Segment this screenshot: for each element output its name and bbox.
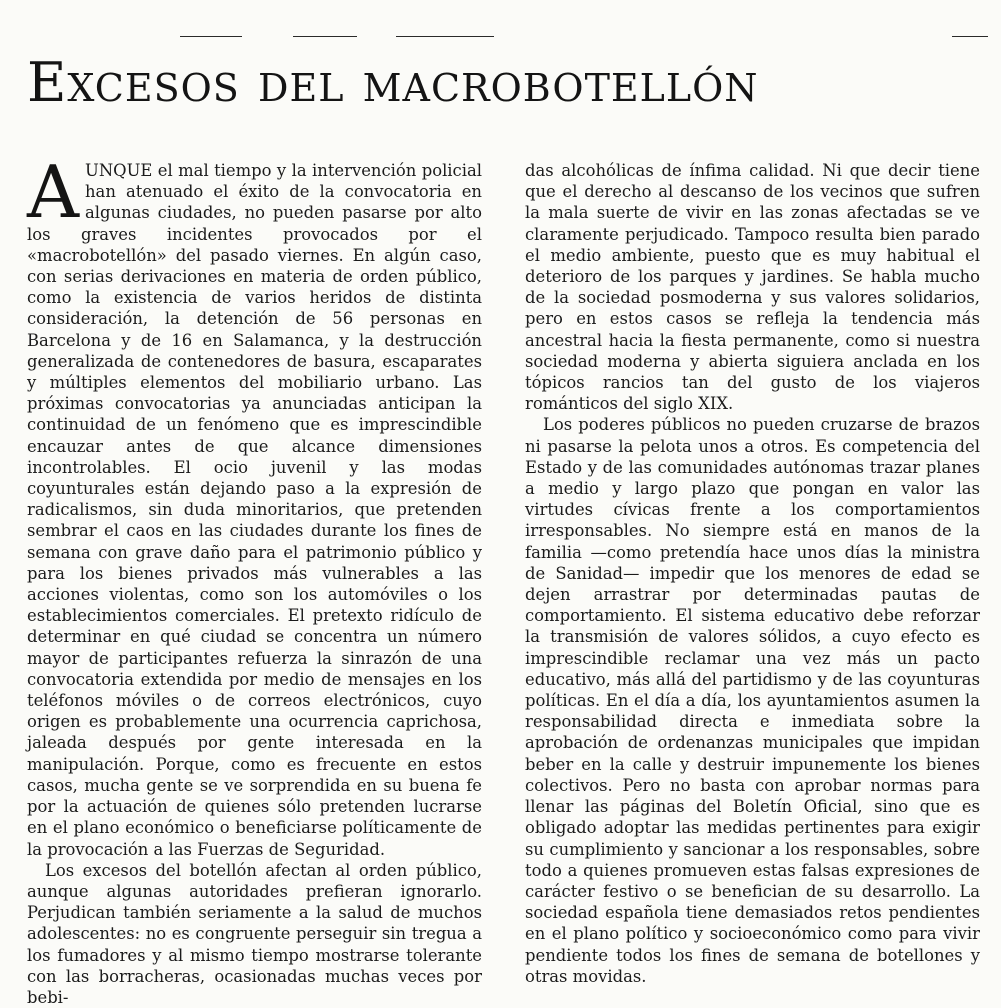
lead-word: UNQUE: [85, 161, 153, 180]
article-headline: Excesos del macrobotellón: [27, 51, 759, 114]
article-column-left: [27, 150, 482, 1008]
article-paragraph: [27, 150, 482, 860]
article-column-right: [525, 160, 980, 987]
article-paragraph: Los excesos del botellón afectan al orden público, aunque algunas autoridades prefieran ignorarlo. Perjudican también seriamente a la salud de muchos adolescentes: no es congruente perseguir sin tregua a los fumadores y al mismo tiempo mostrarse tolerante con las borracheras, ocasionadas muchas veces por bebi-: [27, 860, 482, 1007]
top-rule: [952, 36, 988, 37]
drop-cap: A: [27, 150, 79, 234]
top-rule: [180, 36, 242, 37]
top-rule: [396, 36, 494, 37]
paragraph-text: el mal tiempo y la intervención policial han atenuado el éxito de la convocatoria en algunas ciudades, no pueden pasarse por alto los graves incidentes provocados por el «macrobotellón» del pasado viernes. En algún caso, con serias derivaciones en materia de orden público, como la existencia de varios heridos de distinta consideración, la detención de 56 personas en Barcelona y de 16 en Salamanca, y la destrucción generalizada de contenedores de basura, escaparates y múltiples elementos del mobiliario urbano. Las próximas convocatorias ya anunciadas anticipan la continuidad de un fenómeno que es imprescindible encauzar antes de que alcance dimensiones incontrolables. El ocio juvenil y las modas coyunturales están dejando paso a la expresión de radicalismos, sin duda minoritarios, que pretenden sembrar el caos en las ciudades durante los fines de semana con grave daño para el patrimonio público y para los bienes privados más vulnerables a las acciones violentas, como son los automóviles o los establecimientos comerciales. El pretexto ridículo de determinar en qué ciudad se concentra un número mayor de participantes refuerza la sinrazón de una convocatoria extendida por medio de mensajes en los teléfonos móviles o de correos electrónicos, cuyo origen es probablemente una ocurrencia caprichosa, jaleada después por gente interesada en la manipulación. Porque, como es frecuente en estos casos, mucha gente se ve sorprendida en su buena fe por la actuación de quienes sólo pretenden lucrarse en el plano económico o beneficiarse políticamente de la provocación a las Fuerzas de Seguridad.: [27, 161, 482, 859]
article-paragraph: Los poderes públicos no pueden cruzarse de brazos ni pasarse la pelota unos a otros. Es competencia del Estado y de las comunidades autónomas trazar planes a medio y largo plazo que pongan en valor las virtudes cívicas frente a los comportamientos irresponsables. No siempre está en manos de la familia —como pretendía hace unos días la ministra de Sanidad— impedir que los menores de edad se dejen arrastrar por determinadas pautas de comportamiento. El sistema educativo debe reforzar la transmisión de valores sólidos, a cuyo efecto es imprescindible reclamar una vez más un pacto educativo, más allá del partidismo y de las coyunturas políticas. En el día a día, los ayuntamientos asumen la responsabilidad directa e inmediata sobre la aprobación de ordenanzas municipales que impidan beber en la calle y destruir impunemente los bienes colectivos. Pero no basta con aprobar normas para llenar las páginas del Boletín Oficial, sino que es obligado adoptar las medidas pertinentes para exigir su cumplimiento y sancionar a los responsables, sobre todo a quienes promueven estas falsas expresiones de carácter festivo o se benefician de su desarrollo. La sociedad española tiene demasiados retos pendientes en el plano político y socioeconómico como para vivir pendiente todos los fines de semana de botellones y otras movidas.: [525, 415, 980, 986]
top-rule: [293, 36, 357, 37]
article-paragraph: das alcohólicas de ínfima calidad. Ni que decir tiene que el derecho al descanso de los vecinos que sufren la mala suerte de vivir en las zonas afectadas se ve claramente perjudicado. Tampoco resulta bien parado el medio ambiente, puesto que es muy habitual el deterioro de los parques y jardines. Se habla mucho de la sociedad posmoderna y sus valores solidarios, pero en estos casos se refleja la tendencia más ancestral hacia la fiesta permanente, como si nuestra sociedad moderna y abierta siguiera anclada en los tópicos rancios tan del gusto de los viajeros románticos del siglo XIX.: [525, 161, 980, 414]
